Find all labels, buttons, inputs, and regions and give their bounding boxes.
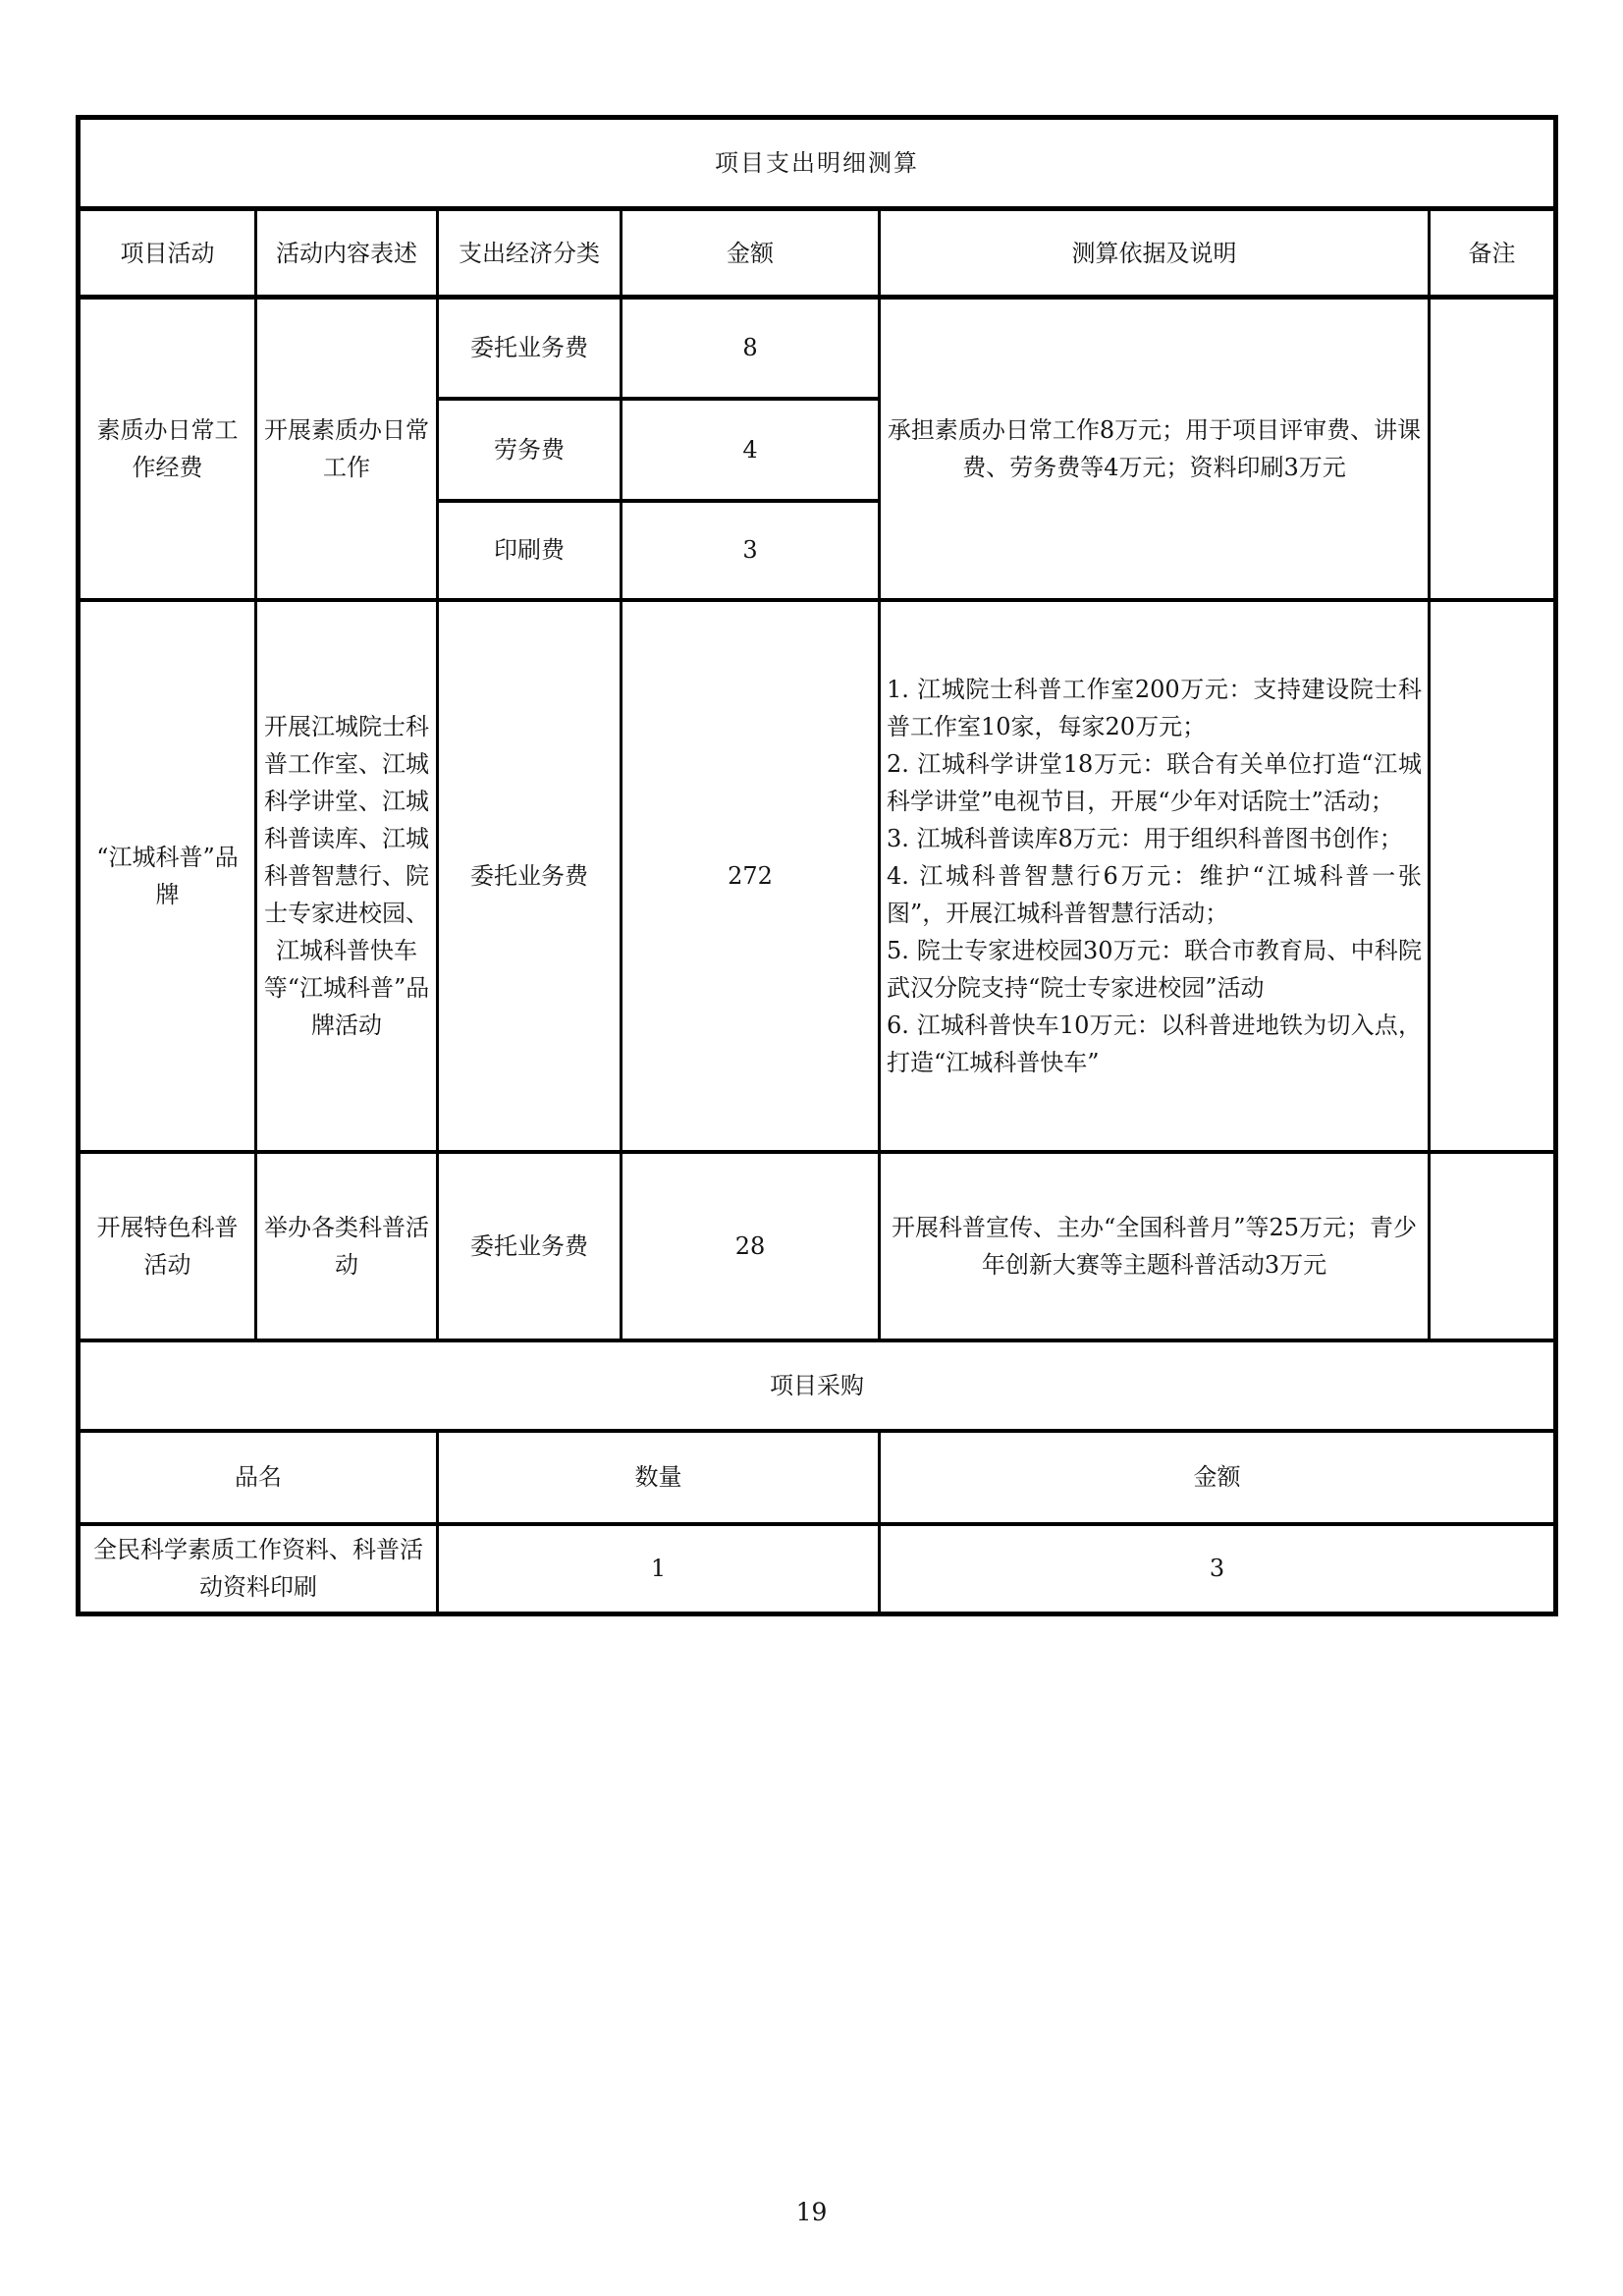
group1-category-2: 劳务费 — [438, 399, 622, 501]
procurement-item-quantity: 1 — [438, 1524, 880, 1614]
group2-basis-item: 1. 江城院士科普工作室200万元：支持建设院士科普工作室10家，每家20万元； — [887, 675, 1422, 740]
table-title-row — [79, 118, 1556, 209]
procurement-data-row — [79, 1524, 1556, 1614]
procurement-header-row — [79, 1431, 1556, 1524]
group2-basis-item: 3. 江城科普读库8万元：用于组织科普图书创作； — [887, 824, 1403, 852]
group1-activity: 素质办日常工作经费 — [79, 298, 256, 600]
group2-basis-item: 2. 江城科学讲堂18万元：联合有关单位打造“江城科学讲堂”电视节目，开展“少年对话院士”活动； — [887, 749, 1422, 815]
procurement-header-amount: 金额 — [880, 1431, 1556, 1524]
group2-basis — [880, 600, 1430, 1152]
header-note: 备注 — [1430, 209, 1556, 298]
header-amount: 金额 — [622, 209, 880, 298]
group3-activity: 开展特色科普活动 — [79, 1152, 256, 1340]
group2-category: 委托业务费 — [438, 600, 622, 1152]
budget-table — [76, 115, 1558, 1616]
group1-amount-2: 4 — [622, 399, 880, 501]
group3-description: 举办各类科普活动 — [256, 1152, 438, 1340]
group1-basis: 承担素质办日常工作8万元；用于项目评审费、讲课费、劳务费等4万元；资料印刷3万元 — [880, 298, 1430, 600]
procurement-header-name: 品名 — [79, 1431, 438, 1524]
procurement-item-amount: 3 — [880, 1524, 1556, 1614]
group3-amount: 28 — [622, 1152, 880, 1340]
procurement-item-name: 全民科学素质工作资料、科普活动资料印刷 — [79, 1524, 438, 1614]
table-header-row — [79, 209, 1556, 298]
group2-activity: “江城科普”品牌 — [79, 600, 256, 1152]
procurement-header-quantity: 数量 — [438, 1431, 880, 1524]
group2-basis-item: 4. 江城科普智慧行6万元：维护“江城科普一张图”，开展江城科普智慧行活动； — [887, 861, 1422, 927]
procurement-title: 项目采购 — [79, 1340, 1556, 1431]
group2-basis-item: 5. 院士专家进校园30万元：联合市教育局、中科院武汉分院支持“院士专家进校园”活动 — [887, 936, 1422, 1002]
group1-description: 开展素质办日常工作 — [256, 298, 438, 600]
group2-basis-item: 6. 江城科普快车10万元：以科普进地铁为切入点，打造“江城科普快车” — [887, 1011, 1422, 1076]
group1-amount-3: 3 — [622, 501, 880, 600]
group2-description: 开展江城院士科普工作室、江城科学讲堂、江城科普读库、江城科普智慧行、院士专家进校园、江城科普快车等“江城科普”品牌活动 — [256, 600, 438, 1152]
group1-category-3: 印刷费 — [438, 501, 622, 600]
group2-row — [79, 600, 1556, 1152]
procurement-title-row — [79, 1340, 1556, 1431]
group3-category: 委托业务费 — [438, 1152, 622, 1340]
group2-amount: 272 — [622, 600, 880, 1152]
group3-basis: 开展科普宣传、主办“全国科普月”等25万元；青少年创新大赛等主题科普活动3万元 — [880, 1152, 1430, 1340]
group1-category-1: 委托业务费 — [438, 298, 622, 399]
group1-note — [1430, 298, 1556, 600]
header-expense-category: 支出经济分类 — [438, 209, 622, 298]
table-title: 项目支出明细测算 — [79, 118, 1556, 209]
group1-amount-1: 8 — [622, 298, 880, 399]
group3-row — [79, 1152, 1556, 1340]
header-basis: 测算依据及说明 — [880, 209, 1430, 298]
group3-note — [1430, 1152, 1556, 1340]
header-activity-description: 活动内容表述 — [256, 209, 438, 298]
group2-note — [1430, 600, 1556, 1152]
group1-row1 — [79, 298, 1556, 399]
header-project-activity: 项目活动 — [79, 209, 256, 298]
page-number: 19 — [795, 2198, 828, 2226]
